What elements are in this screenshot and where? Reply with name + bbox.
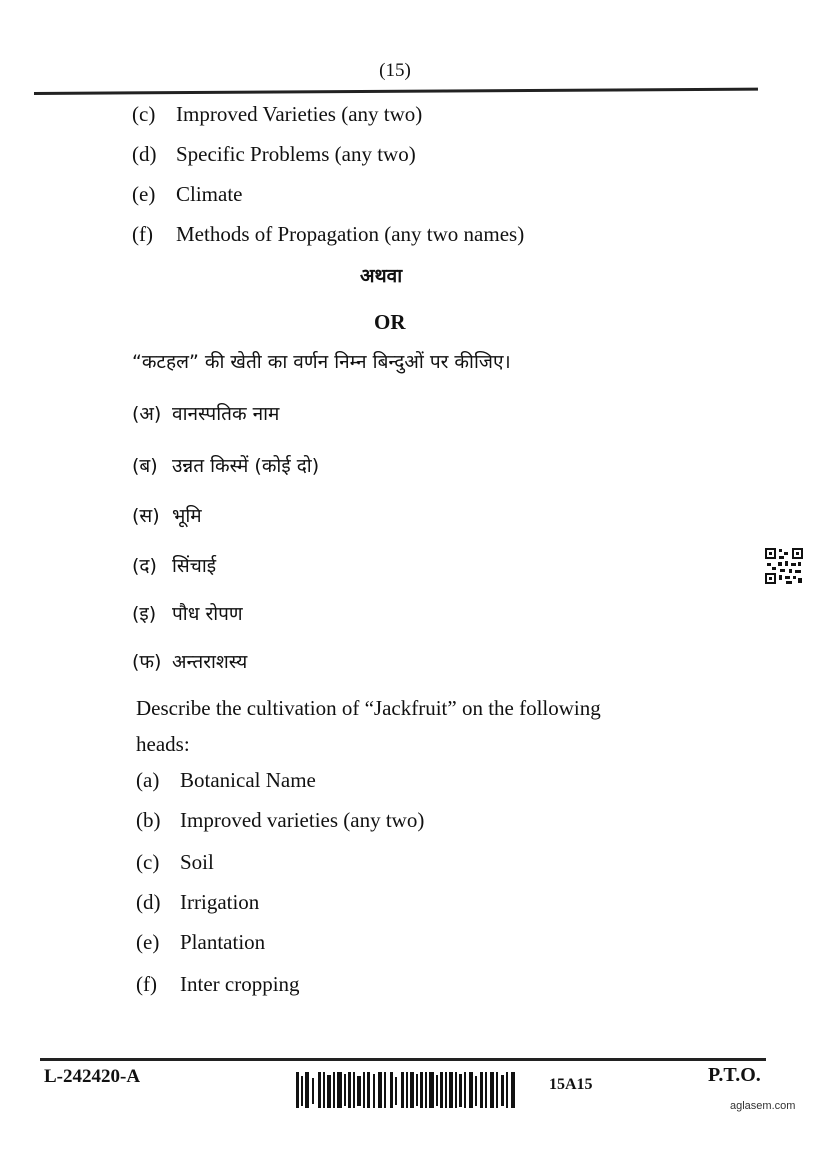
list-item [132,142,416,167]
page-number: (15) [379,60,411,81]
list-item [136,808,424,833]
hindi-question: “कटहल” की खेती का वर्णन निम्न बिन्दुओं पर कीजिए। [132,351,511,373]
item-label: (f) [132,222,153,246]
or-hindi-heading: अथवा [360,265,403,287]
item-label: (ब) [132,455,158,477]
list-item [132,600,243,626]
list-item [132,502,202,528]
list-item [132,102,422,127]
item-label: (b) [136,808,161,832]
item-text: पौध रोपण [172,603,243,625]
list-item [136,850,214,875]
item-label: (e) [136,930,160,954]
list-item [132,648,247,674]
item-text: Irrigation [180,890,260,914]
item-text: Specific Problems (any two) [176,142,416,166]
item-text: Improved varieties (any two) [180,808,425,832]
english-question [136,690,601,762]
top-divider [34,88,758,95]
barcode-icon [296,1072,518,1108]
pto-label: P.T.O. [708,1064,761,1086]
item-label: (c) [136,850,160,874]
item-text: Methods of Propagation (any two names) [176,222,525,246]
list-item [136,972,300,997]
english-question-line2: heads: [136,732,190,756]
item-label: (द) [132,555,157,577]
item-label: (d) [136,890,161,914]
item-label: (फ) [132,651,162,673]
series-code: 15A15 [549,1076,593,1093]
item-label: (e) [132,182,156,206]
item-label: (d) [132,142,157,166]
item-text: Soil [180,850,214,874]
item-text: उन्नत किस्में (कोई दो) [172,455,320,477]
or-english-heading: OR [374,310,406,334]
item-text: अन्तराशस्य [172,651,248,673]
list-item [136,768,316,793]
item-text: Botanical Name [180,768,316,792]
item-text: Improved Varieties (any two) [176,102,423,126]
item-label: (c) [132,102,156,126]
item-text: Climate [176,182,243,206]
item-label: (अ) [132,403,162,425]
item-label: (इ) [132,603,157,625]
list-item [136,930,265,955]
item-text: भूमि [172,505,202,527]
item-label: (a) [136,768,160,792]
item-text: Inter cropping [180,972,300,996]
paper-code: L-242420-A [44,1066,141,1087]
list-item [132,222,524,247]
item-label: (स) [132,505,160,527]
list-item [132,182,243,207]
list-item [132,452,319,478]
item-text: Plantation [180,930,266,954]
bottom-divider [40,1058,766,1061]
brand-watermark: aglasem.com [730,1100,796,1112]
item-label: (f) [136,972,157,996]
qr-code-icon [765,548,803,584]
list-item [132,400,279,426]
list-item [132,552,216,578]
list-item [136,890,259,915]
item-text: वानस्पतिक नाम [172,403,280,425]
item-text: सिंचाई [172,555,217,577]
english-question-line1: Describe the cultivation of “Jackfruit” on the following [136,696,601,720]
